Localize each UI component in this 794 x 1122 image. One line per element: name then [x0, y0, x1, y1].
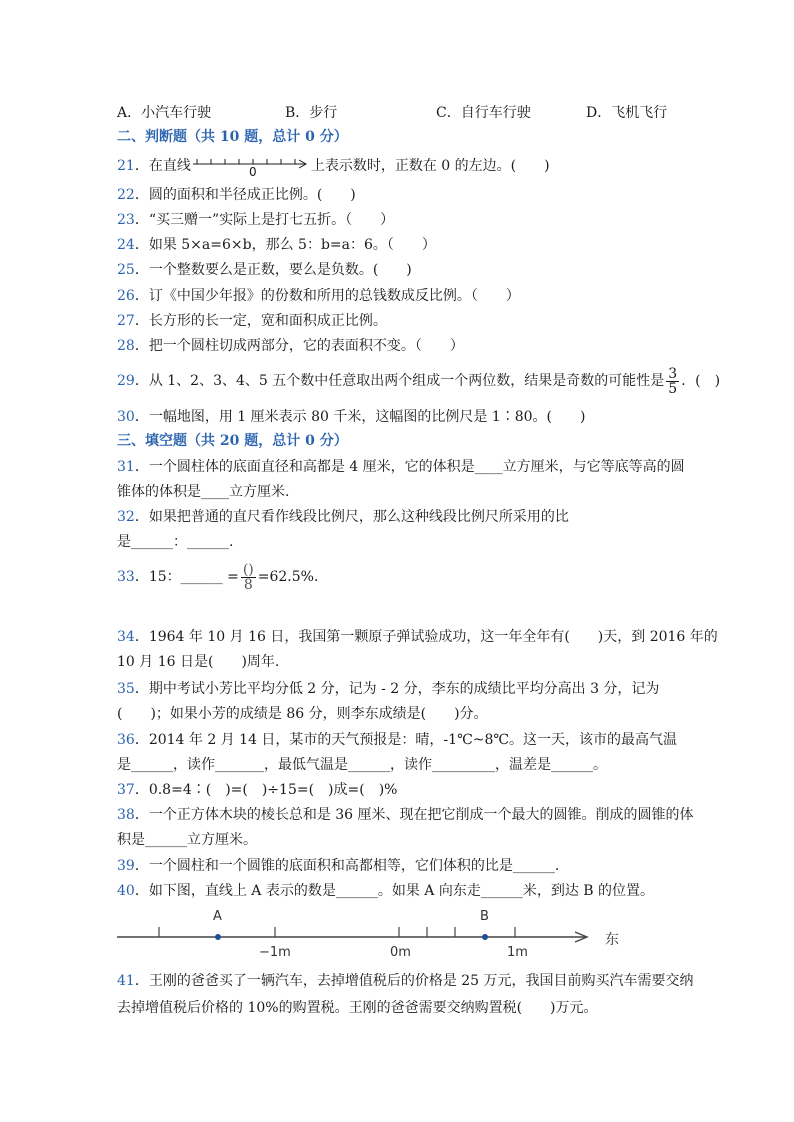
label-b: B	[480, 909, 489, 924]
question-25: 25．一个整数要么是正数，要么是负数。( )	[117, 262, 412, 278]
tick-label-neg1: −1m	[259, 945, 291, 960]
question-32: 32．如果把普通的直尺看作线段比例尺，那么这种线段比例尺所采用的比	[117, 509, 569, 525]
option-c: C．自行车行驶	[436, 105, 531, 121]
question-33: 33．15：______ = $\frac{()}{8}$ =62.5%.	[117, 561, 319, 593]
question-34-line-2: 10 月 16 日是( )周年.	[117, 654, 280, 670]
question-21: 21．在直线 0 上表示数时，正数在 0 的左边。( )	[117, 158, 550, 178]
question-27: 27．长方形的长一定，宽和面积成正比例。	[117, 313, 387, 329]
tick-label-0: 0m	[390, 945, 411, 960]
options-row	[117, 102, 677, 122]
tick-label-1: 1m	[507, 945, 528, 960]
question-29: 29．从 1、2、3、4、5 五个数中任意取出两个组成一个两位数，结果是奇数的可能性是 $\frac{3}{5}$ ．( )	[117, 365, 721, 397]
section-3-title: 三、填空题（共 20 题，总计 0 分）	[117, 433, 348, 449]
option-a: A．小汽车行驶	[117, 105, 212, 121]
section-2-title: 二、判断题（共 10 题，总计 0 分）	[117, 129, 348, 145]
question-40: 40．如下图，直线上 A 表示的数是______。如果 A 向东走______米，到达 B 的位置。	[117, 883, 655, 899]
point-b	[482, 934, 488, 940]
question-35-line-2: ( )；如果小芳的成绩是 86 分，则李东成绩是( )分。	[117, 706, 488, 722]
question-30: 30．一幅地图，用 1 厘米表示 80 千米，这幅图的比例尺是 1∶80。( )	[117, 409, 586, 425]
fraction-3-5: $\frac{3}{5}$	[668, 365, 678, 397]
question-38: 38．一个正方体木块的棱长总和是 36 厘米、现在把它削成一个最大的圆锥。削成的圆锥的体	[117, 807, 694, 823]
question-23: 23．“买三赠一”实际上是打七五折。（ ）	[117, 212, 395, 228]
question-35: 35．期中考试小芳比平均分低 2 分，记为 - 2 分，李东的成绩比平均分高出 3 分，记为	[117, 681, 660, 697]
question-36: 36．2014 年 2 月 14 日，某市的天气预报是：晴，-1℃~8℃。这一天，该市的最高气温	[117, 732, 678, 748]
option-d: D．飞机飞行	[586, 105, 668, 121]
question-31: 31．一个圆柱体的底面直径和高都是 4 厘米，它的体积是____立方厘米，与它等底等高的圆	[117, 459, 685, 475]
question-36-line-2: 是______，读作_______，最低气温是______，读作_________，温差是______。	[117, 757, 607, 773]
number-line-figure	[117, 904, 637, 964]
question-34: 34．1964 年 10 月 16 日，我国第一颗原子弹试验成功，这一年全年有( )天，到 2016 年的	[117, 629, 718, 645]
number-line-icon	[191, 156, 311, 178]
number-line-zero: 0	[248, 165, 257, 178]
question-41: 41．王刚的爸爸买了一辆汽车，去掉增值税后的价格是 25 万元，我国目前购买汽车需要交纳	[117, 973, 694, 989]
question-26: 26．订《中国少年报》的份数和所用的总钱数成反比例。（ ）	[117, 288, 520, 304]
question-37: 37．0.8=4∶( )=( )÷15=( )成=( )%	[117, 782, 398, 798]
question-41-line-2: 去掉增值税后价格的 10%的购置税。王刚的爸爸需要交纳购置税( )万元。	[117, 1000, 598, 1016]
label-a: A	[213, 909, 222, 924]
option-b: B．步行	[285, 105, 338, 121]
question-39: 39．一个圆柱和一个圆锥的底面积和高都相等，它们体积的比是______.	[117, 858, 560, 874]
question-38-line-2: 积是______立方厘米。	[117, 832, 257, 848]
east-label: 东	[605, 932, 619, 948]
question-28: 28．把一个圆柱切成两部分，它的表面积不变。（ ）	[117, 338, 464, 354]
question-24: 24．如果 5×a=6×b，那么 5：b=a：6。（ ）	[117, 237, 436, 253]
fraction-blank-8: $\frac{()}{8}$	[242, 561, 254, 593]
question-22: 22．圆的面积和半径成正比例。( )	[117, 187, 356, 203]
point-a	[215, 934, 221, 940]
question-31-line-2: 锥体的体积是____立方厘米.	[117, 484, 290, 500]
question-32-line-2: 是______：______.	[117, 534, 234, 550]
